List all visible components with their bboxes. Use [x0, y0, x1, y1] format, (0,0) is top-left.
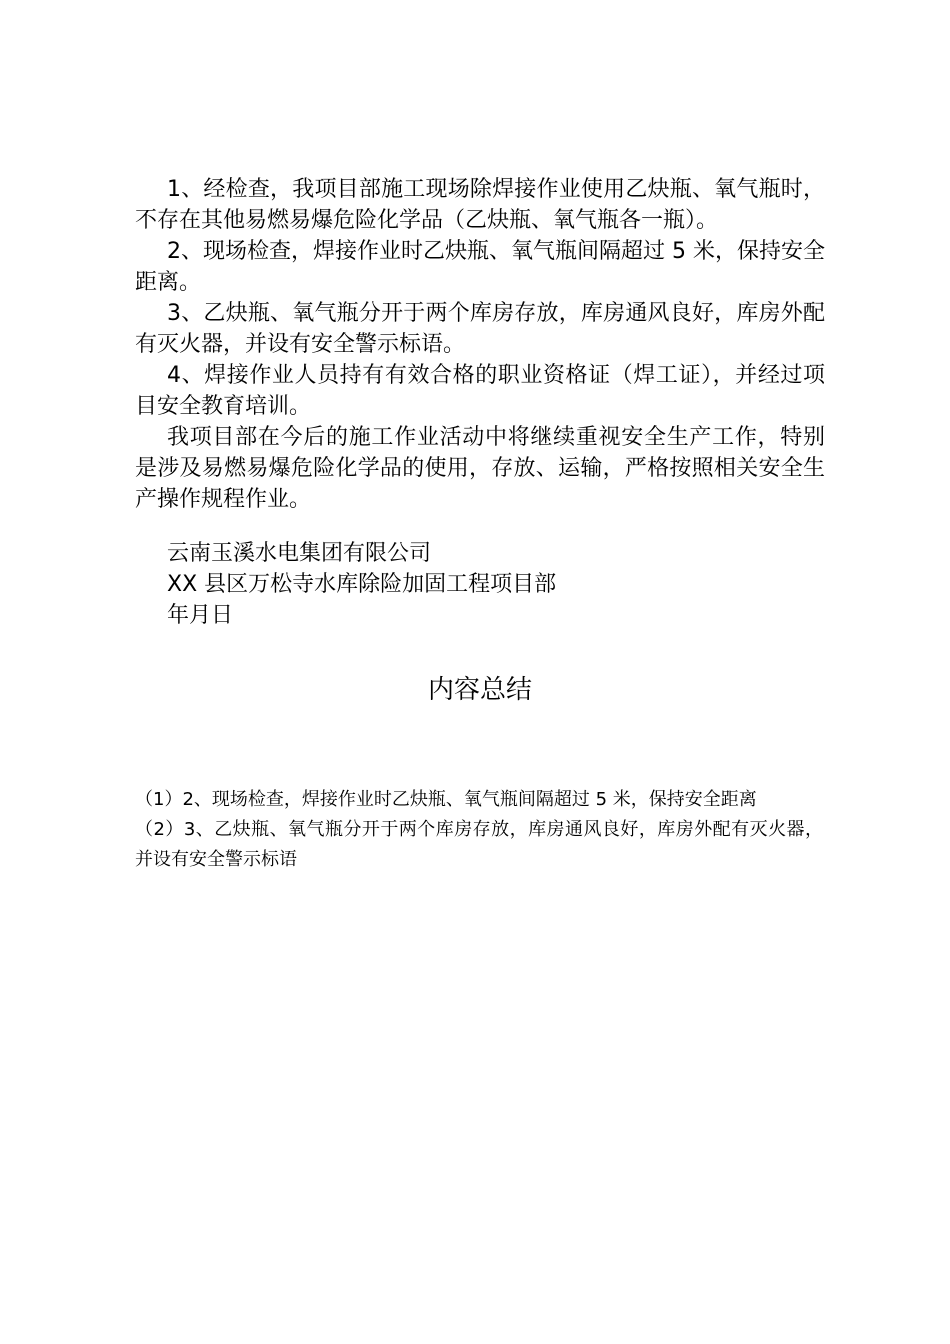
summary-title: 内容总结 — [427, 675, 532, 705]
signature-block — [167, 538, 556, 631]
signature-date: 年月日 — [167, 603, 234, 628]
summary-list — [135, 785, 823, 875]
paragraph-5: 我项目部在今后的施工作业活动中将继续重视安全生产工作，特别是涉及易燃易爆危险化学品的使用，存放、运输，严格按照相关安全生产操作规程作业。 — [135, 425, 825, 512]
paragraph-3: 3、乙炔瓶、氧气瓶分开于两个库房存放，库房通风良好，库房外配有灭火器，并设有安全警示标语。 — [135, 301, 825, 357]
signature-project-dept: XX 县区万松寺水库除险加固工程项目部 — [167, 572, 557, 597]
summary-item-1: （1）2、现场检查，焊接作业时乙炔瓶、氧气瓶间隔超过 5 米，保持安全距离 — [135, 789, 757, 810]
paragraph-2: 2、现场检查，焊接作业时乙炔瓶、氧气瓶间隔超过 5 米，保持安全距离。 — [135, 239, 825, 295]
paragraph-4: 4、焊接作业人员持有有效合格的职业资格证（焊工证），并经过项目安全教育培训。 — [135, 363, 825, 419]
document-body — [135, 174, 825, 515]
paragraph-1: 1、经检查，我项目部施工现场除焊接作业使用乙炔瓶、氧气瓶时，不存在其他易燃易爆危险化学品（乙炔瓶、氧气瓶各一瓶）。 — [135, 177, 825, 233]
summary-item-2: （2）3、乙炔瓶、氧气瓶分开于两个库房存放，库房通风良好，库房外配有灭火器，并设有安全警示标语 — [135, 819, 823, 870]
signature-company: 云南玉溪水电集团有限公司 — [167, 541, 432, 566]
